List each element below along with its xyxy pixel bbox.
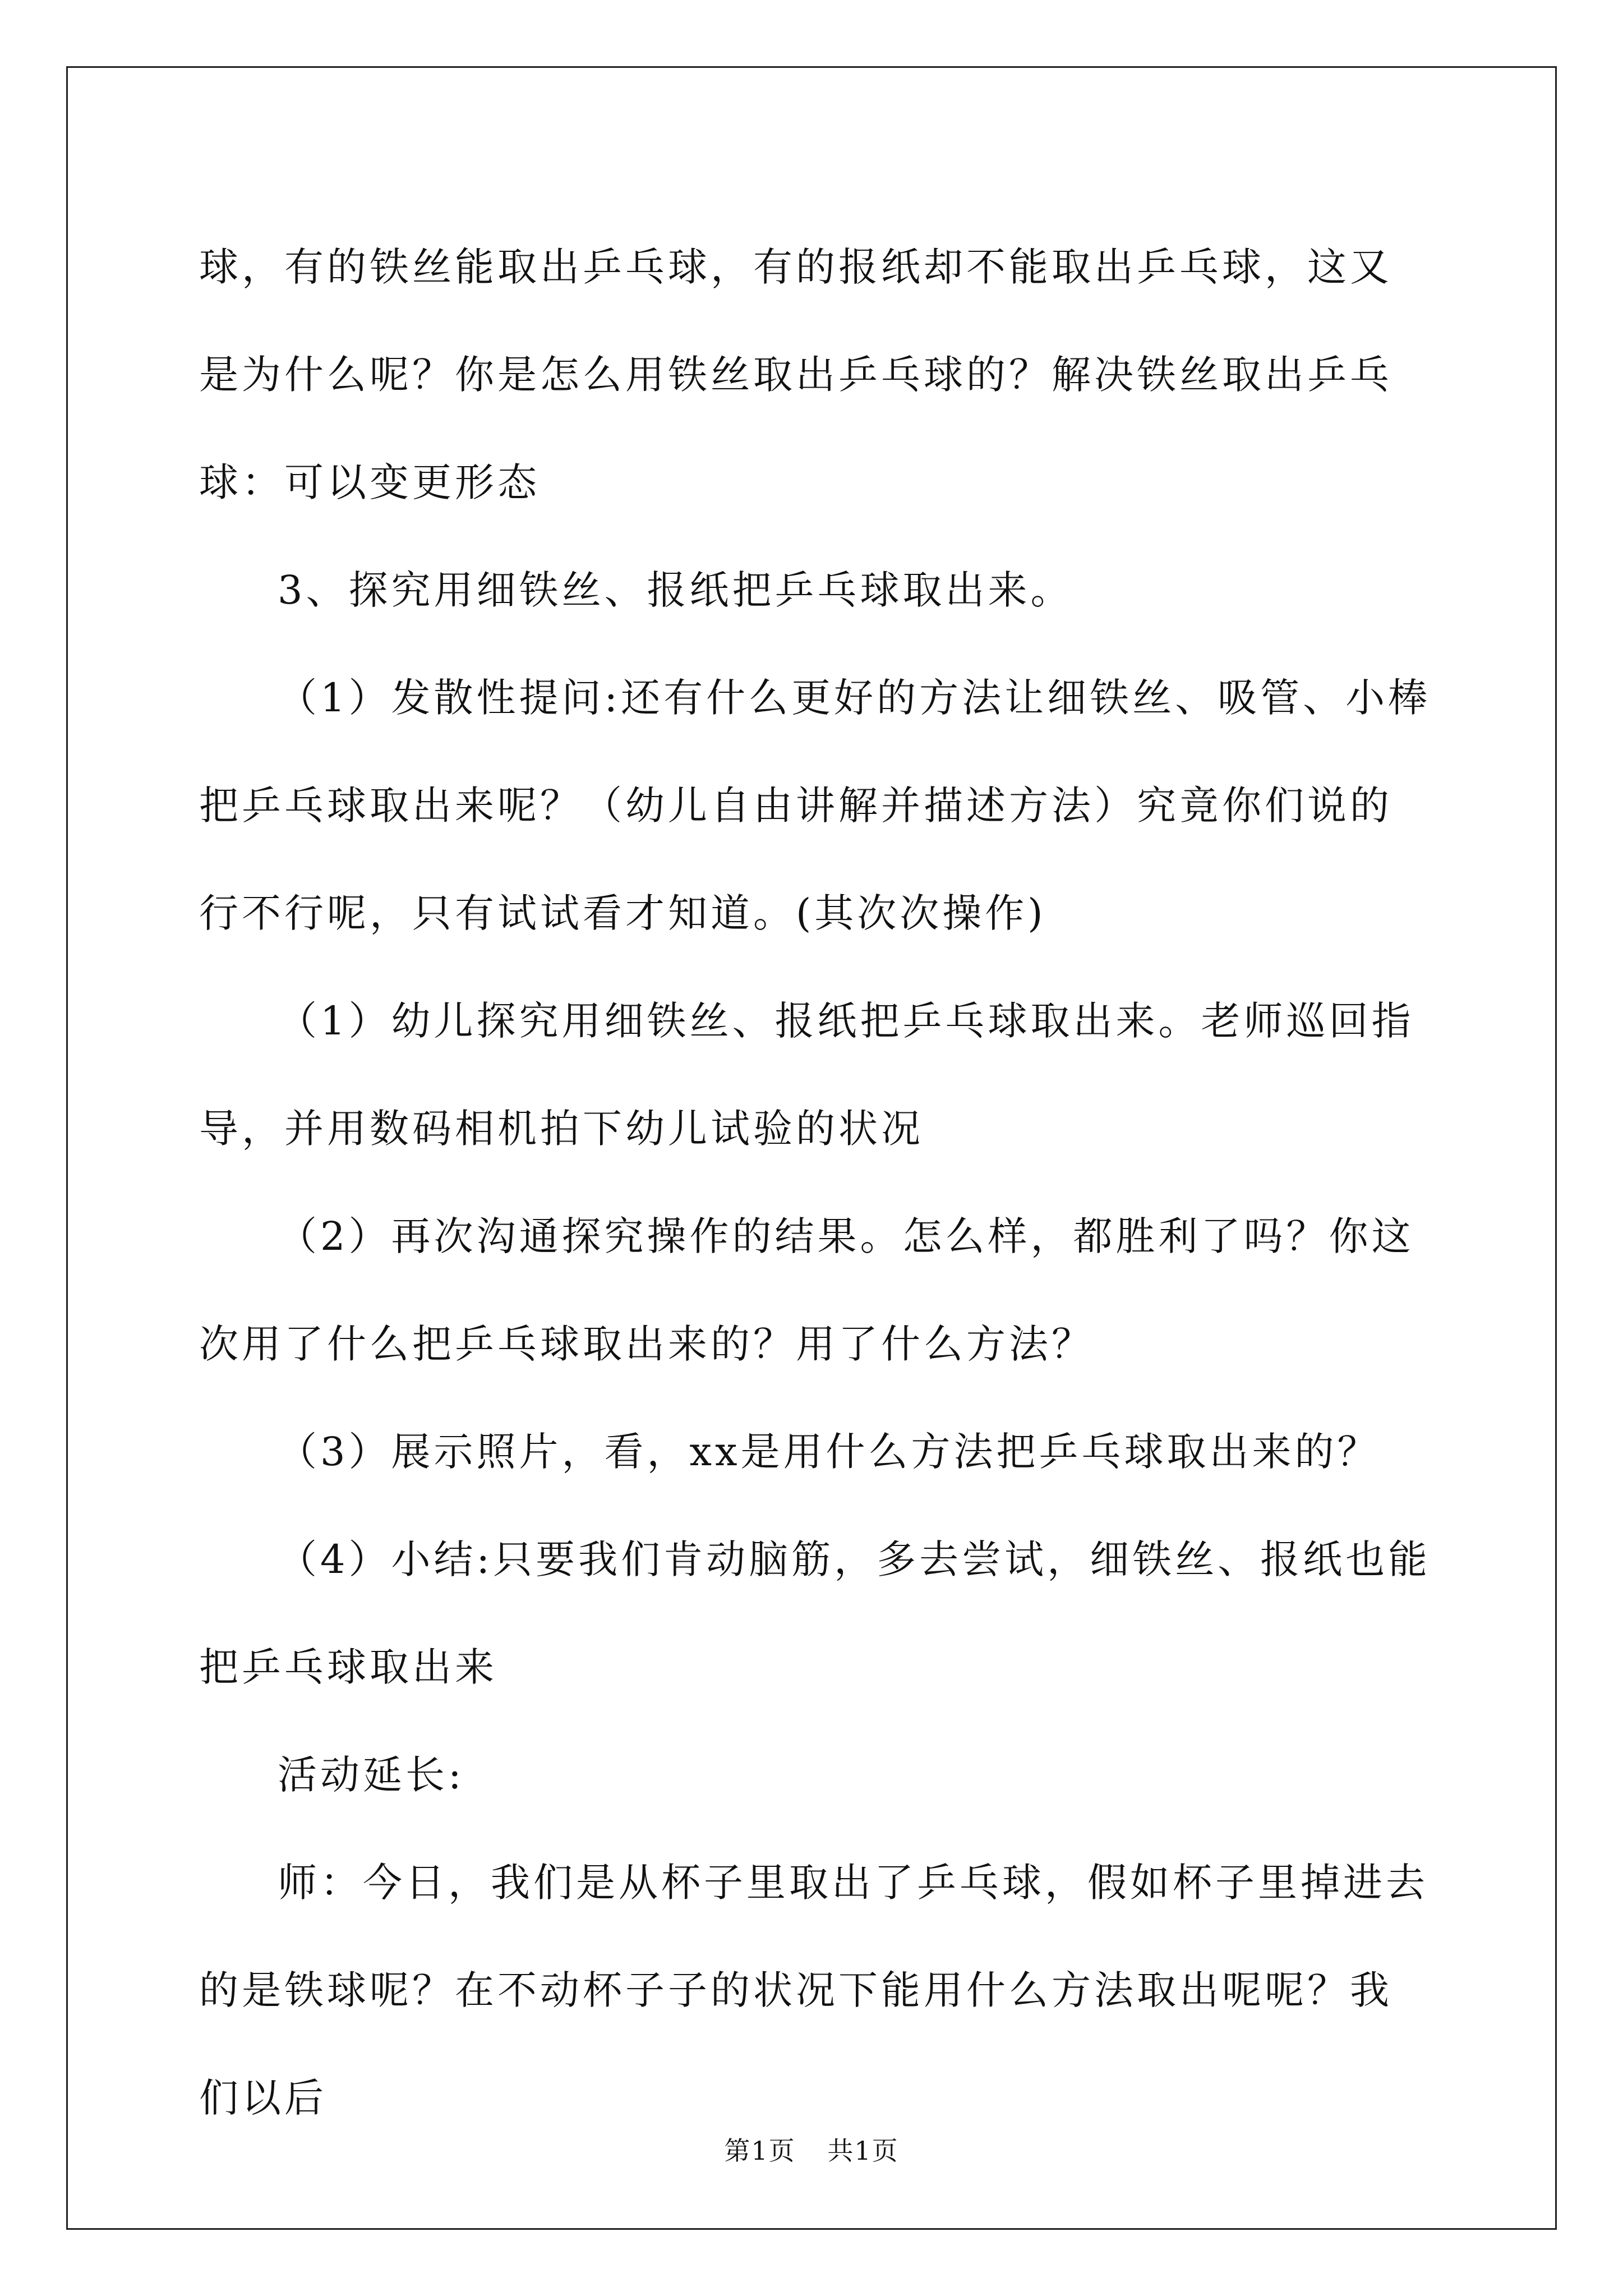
paragraph-1: 球，有的铁丝能取出乒乓球，有的报纸却不能取出乒乓球，这又是为什么呢？你是怎么用铁丝取出乒乓球的？解决铁丝取出乒乓球：可以变更形态 [199, 244, 1393, 505]
paragraph-4: （1）幼儿探究用细铁丝、报纸把乒乓球取出来。老师巡回指导，并用数码相机拍下幼儿试验的状况 [199, 998, 1414, 1152]
paragraph-5: （2）再次沟通探究操作的结果。怎么样，都胜利了吗？你这次用了什么把乒乓球取出来的？用了什么方法？ [199, 1213, 1414, 1367]
page-total: 共1页 [827, 2136, 899, 2166]
document-body [199, 213, 1433, 2152]
page-number: 第1页 [724, 2136, 796, 2166]
page-footer [0, 2131, 1623, 2168]
paragraph-3: （1）发散性提问:还有什么更好的方法让细铁丝、吸管、小棒把乒乓球取出来呢？（幼儿自由讲解并描述方法）究竟你们说的行不行呢，只有试试看才知道。(其次次操作) [199, 675, 1431, 936]
paragraph-2: 3、探究用细铁丝、报纸把乒乓球取出来。 [278, 567, 1073, 613]
paragraph-7: （4）小结:只要我们肯动脑筋，多去尝试，细铁丝、报纸也能把乒乓球取出来 [199, 1536, 1431, 1690]
paragraph-8: 活动延长: [278, 1752, 465, 1798]
paragraph-6: （3）展示照片，看，xx是用什么方法把乒乓球取出来的？ [278, 1429, 1380, 1475]
paragraph-9: 师：今日，我们是从杯子里取出了乒乓球，假如杯子里掉进去的是铁球呢？在不动杯子子的状况下能用什么方法取出呢呢？我们以后 [199, 1860, 1428, 2121]
